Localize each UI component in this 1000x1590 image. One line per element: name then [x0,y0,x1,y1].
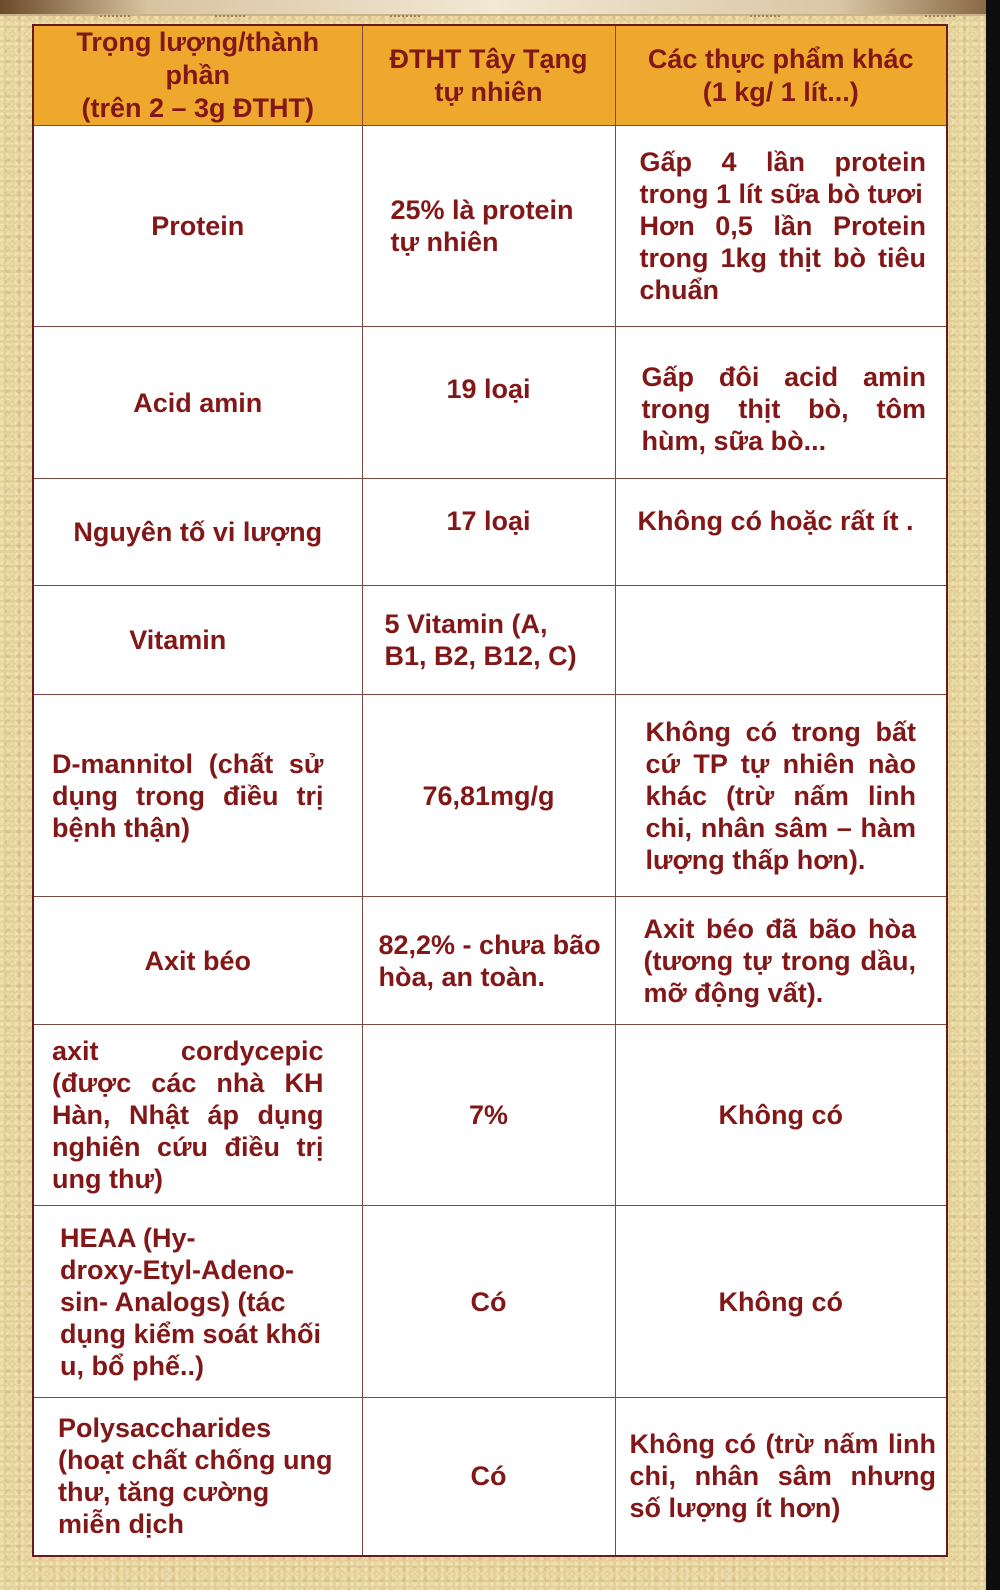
table-row [33,1025,947,1206]
cell-natural: Có [362,1206,615,1398]
table-row [33,126,947,327]
table-row [33,695,947,897]
cell-component: Axit béo [33,897,362,1025]
cell-natural: 76,81mg/g [362,695,615,897]
comparison-table [32,24,948,1557]
cell-other: Gấp đôi acid amin trong thịt bò, tôm hùm, sữa bò... [615,327,947,479]
ornament [750,15,780,20]
cell-natural: 5 Vitamin (A, B1, B2, B12, C) [362,586,615,695]
ornament [215,15,245,20]
cell-other: Axit béo đã bão hòa (tương tự trong dầu, mỡ động vất). [615,897,947,1025]
cell-other: Không có (trừ nấm linh chi, nhân sâm nhưng số lượng ít hơn) [615,1398,947,1556]
table-row [33,586,947,695]
decorative-top-band [0,0,986,16]
cell-natural: 17 loại [362,479,615,586]
header-other-foods: Các thực phẩm khác (1 kg/ 1 lít...) [615,25,947,126]
cell-other: Không có hoặc rất ít . [615,479,947,586]
cell-other [615,586,947,695]
table-row [33,1206,947,1398]
cell-natural: 82,2% - chưa bão hòa, an toàn. [362,897,615,1025]
cell-natural: 25% là protein tự nhiên [362,126,615,327]
cell-natural: Có [362,1398,615,1556]
window-edge [986,0,1000,1590]
ornament [390,15,420,20]
cell-component: D-mannitol (chất sử dụng trong điều trị bệnh thận) [33,695,362,897]
cell-natural: 7% [362,1025,615,1206]
header-component: Trọng lượng/thành phần (trên 2 – 3g ĐTHT) [33,25,362,126]
cell-component: Nguyên tố vi lượng [33,479,362,586]
table-row [33,897,947,1025]
cell-component: Protein [33,126,362,327]
cell-component: Acid amin [33,327,362,479]
cell-component: Vitamin [33,586,362,695]
cell-other: Không có trong bất cứ TP tự nhiên nào khác (trừ nấm linh chi, nhân sâm – hàm lượng thấp hơn). [615,695,947,897]
cell-component: axit cordycepic (được các nhà KH Hàn, Nhật áp dụng nghiên cứu điều trị ung thư) [33,1025,362,1206]
table-row [33,1398,947,1556]
header-row [33,25,947,126]
cell-component: Polysaccharides (hoạt chất chống ung thư, tăng cường miễn dịch [33,1398,362,1556]
cell-other: Không có [615,1206,947,1398]
cell-other: Gấp 4 lần protein trong 1 lít sữa bò tươi Hơn 0,5 lần Protein trong 1kg thịt bò tiêu chuẩn [615,126,947,327]
table-row [33,327,947,479]
header-natural: ĐTHT Tây Tạng tự nhiên [362,25,615,126]
cell-component: HEAA (Hy- droxy-Etyl-Adeno- sin- Analogs) (tác dụng kiểm soát khối u, bổ phế..) [33,1206,362,1398]
ornament [100,15,130,20]
cell-other: Không có [615,1025,947,1206]
cell-natural: 19 loại [362,327,615,479]
table-row [33,479,947,586]
ornament [925,15,955,20]
